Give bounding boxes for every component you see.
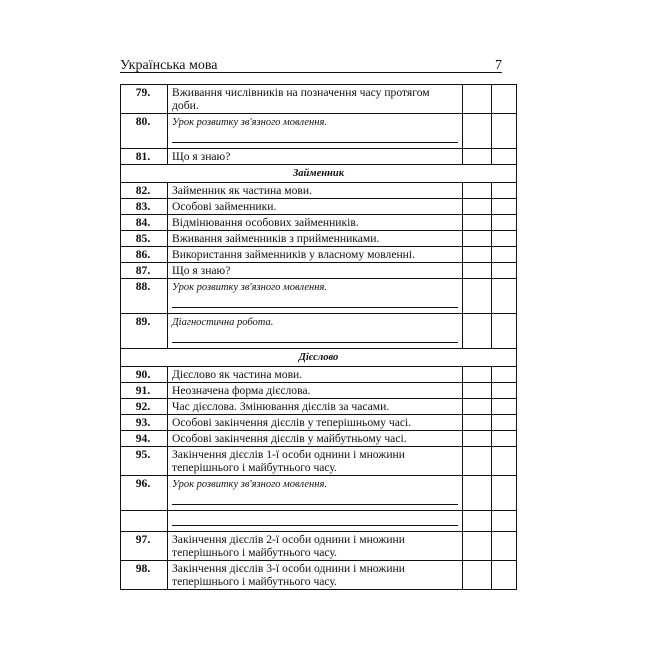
lesson-row [121,511,517,532]
lesson-topic-text: Неозначена форма дієслова. [172,384,311,397]
lesson-topic-text: Закінчення дієслів 1-ї особи однини і множини теперішнього і майбутнього часу. [172,448,405,474]
date-cell [463,199,492,215]
lesson-topic-italic: Діагностична робота. [172,317,274,328]
lesson-row [121,383,517,399]
lesson-number: 98. [121,561,168,590]
lesson-row [121,231,517,247]
lesson-row [121,279,517,314]
write-in-line [172,525,458,526]
note-cell [492,199,517,215]
date-cell [463,367,492,383]
date-cell [463,415,492,431]
lesson-topic-text: Закінчення дієслів 3-ї особи однини і множини теперішнього і майбутнього часу. [172,562,405,588]
date-cell [463,476,492,511]
date-cell [463,247,492,263]
lesson-topic-text: Вживання займенників з прийменниками. [172,232,380,245]
note-cell [492,447,517,476]
lesson-topic [168,279,463,314]
lesson-number: 91. [121,383,168,399]
date-cell [463,215,492,231]
date-cell [463,561,492,590]
lesson-topic-text: Що я знаю? [172,150,231,163]
date-cell [463,263,492,279]
lesson-row [121,215,517,231]
lesson-number: 80. [121,114,168,149]
date-cell [463,114,492,149]
lesson-topic-text: Дієслово як частина мови. [172,368,303,381]
note-cell [492,263,517,279]
lesson-number: 90. [121,367,168,383]
lesson-number: 87. [121,263,168,279]
note-cell [492,532,517,561]
lesson-topic-text: Особові закінчення дієслів у теперішньому часі. [172,416,412,429]
lesson-row [121,263,517,279]
lesson-topic [168,511,463,532]
note-cell [492,367,517,383]
date-cell [463,85,492,114]
date-cell [463,314,492,349]
note-cell [492,476,517,511]
lesson-topic [168,149,463,165]
lesson-row [121,447,517,476]
lesson-row [121,415,517,431]
lesson-topic-text: Що я знаю? [172,264,231,277]
lesson-number: 82. [121,183,168,199]
lesson-topic [168,199,463,215]
lesson-topic [168,415,463,431]
lesson-number: 94. [121,431,168,447]
date-cell [463,511,492,532]
date-cell [463,279,492,314]
lesson-topic [168,399,463,415]
lesson-topic [168,431,463,447]
date-cell [463,447,492,476]
lesson-number: 81. [121,149,168,165]
lesson-plan-table [120,84,517,590]
lesson-row [121,561,517,590]
lesson-row [121,247,517,263]
lesson-topic-italic: Урок розвитку зв'язного мовлення. [172,117,327,128]
lesson-topic [168,476,463,511]
lesson-topic [168,85,463,114]
lesson-topic [168,114,463,149]
note-cell [492,383,517,399]
note-cell [492,415,517,431]
lesson-topic [168,383,463,399]
lesson-topic-text: Особові займенники. [172,200,277,213]
lesson-number: 93. [121,415,168,431]
lesson-number: 88. [121,279,168,314]
lesson-number: 85. [121,231,168,247]
note-cell [492,561,517,590]
date-cell [463,231,492,247]
lesson-row [121,314,517,349]
section-title: Займенник [121,165,517,183]
lesson-topic [168,447,463,476]
lesson-number: 95. [121,447,168,476]
lesson-topic-text: Вживання числівників на позначення часу протягом доби. [172,86,430,112]
lesson-number: 89. [121,314,168,349]
write-in-line [172,307,458,308]
lesson-row [121,85,517,114]
lesson-topic [168,314,463,349]
lesson-topic-text: Займенник як частина мови. [172,184,313,197]
lesson-topic [168,532,463,561]
lesson-number: 83. [121,199,168,215]
lesson-topic [168,561,463,590]
lesson-number: 84. [121,215,168,231]
note-cell [492,511,517,532]
note-cell [492,431,517,447]
subject-title: Українська мова [120,58,218,73]
date-cell [463,149,492,165]
note-cell [492,231,517,247]
lesson-topic [168,183,463,199]
note-cell [492,114,517,149]
lesson-number [121,511,168,532]
note-cell [492,149,517,165]
write-in-line [172,142,458,143]
lesson-topic [168,247,463,263]
lesson-number: 96. [121,476,168,511]
lesson-number: 97. [121,532,168,561]
date-cell [463,183,492,199]
note-cell [492,399,517,415]
lesson-topic-italic: Урок розвитку зв'язного мовлення. [172,282,327,293]
lesson-row [121,183,517,199]
lesson-row [121,367,517,383]
section-row [121,349,517,367]
lesson-topic-text: Особові закінчення дієслів у майбутньому часі. [172,432,407,445]
lesson-row [121,532,517,561]
date-cell [463,532,492,561]
note-cell [492,279,517,314]
date-cell [463,399,492,415]
note-cell [492,314,517,349]
note-cell [492,247,517,263]
lesson-plan-body [121,85,517,590]
lesson-row [121,399,517,415]
date-cell [463,383,492,399]
lesson-topic-text: Використання займенників у власному мовленні. [172,248,415,261]
note-cell [492,183,517,199]
note-cell [492,215,517,231]
lesson-row [121,431,517,447]
lesson-topic-text: Час дієслова. Змінювання дієслів за часами. [172,400,390,413]
page-number: 7 [495,58,502,73]
lesson-number: 86. [121,247,168,263]
lesson-topic-text: Закінчення дієслів 2-ї особи однини і множини теперішнього і майбутнього часу. [172,533,405,559]
section-title: Дієслово [121,349,517,367]
lesson-number: 79. [121,85,168,114]
lesson-topic-italic: Урок розвитку зв'язного мовлення. [172,479,327,490]
lesson-topic [168,231,463,247]
lesson-topic [168,263,463,279]
date-cell [463,431,492,447]
lesson-topic [168,367,463,383]
lesson-row [121,114,517,149]
page-header [120,55,502,73]
lesson-row [121,149,517,165]
lesson-row [121,476,517,511]
lesson-number: 92. [121,399,168,415]
section-row [121,165,517,183]
note-cell [492,85,517,114]
lesson-row [121,199,517,215]
write-in-line [172,504,458,505]
lesson-topic-text: Відмінювання особових займенників. [172,216,359,229]
write-in-line [172,342,458,343]
header-rule [120,72,502,73]
lesson-topic [168,215,463,231]
